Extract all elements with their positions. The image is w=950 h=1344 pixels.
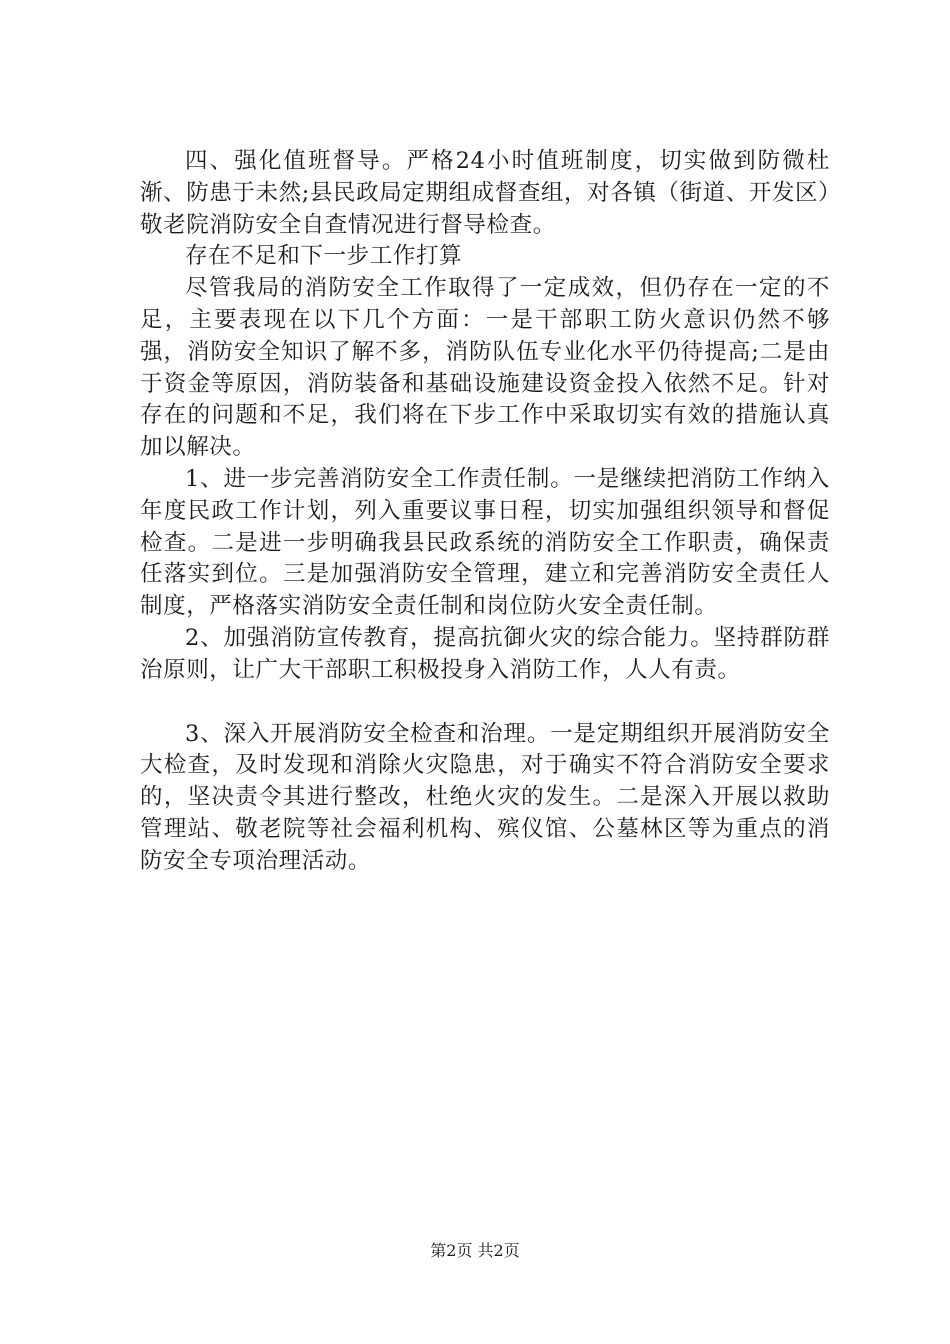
paragraph-shortcomings: 尽管我局的消防安全工作取得了一定成效，但仍存在一定的不足，主要表现在以下几个方面：一是干部职工防火意识仍然不够强，消防安全知识了解不多，消防队伍专业化水平仍待提高;二是由于资金等原因，消防装备和基础设施建设资金投入依然不足。针对存在的问题和不足，我们将在下步工作中采取切实有效的措施认真加以解决。	[140, 275, 830, 461]
paragraph-spacer	[140, 687, 830, 719]
paragraph-publicity-education: 2、加强消防宣传教育，提高抗御火灾的综合能力。坚持群防群治原则，让广大干部职工积极投身入消防工作，人人有责。	[140, 624, 830, 683]
paragraph-duty-supervision: 四、强化值班督导。严格24小时值班制度，切实做到防微杜渐、防患于未然;县民政局定期组成督查组，对各镇（街道、开发区）敬老院消防安全自查情况进行督导检查。	[140, 148, 830, 238]
document-body	[140, 146, 830, 878]
paragraph-responsibility-system: 1、进一步完善消防安全工作责任制。一是继续把消防工作纳入年度民政工作计划，列入重要议事日程，切实加强组织领导和督促检查。二是进一步明确我县民政系统的消防安全工作职责，确保责任落实到位。三是加强消防安全管理，建立和完善消防安全责任人制度，严格落实消防安全责任制和岗位防火安全责任制。	[140, 465, 830, 620]
paragraph-inspection-governance: 3、深入开展消防安全检查和治理。一是定期组织开展消防安全大检查，及时发现和消除火灾隐患，对于确实不符合消防安全要求的，坚决责令其进行整改，杜绝火灾的发生。二是深入开展以救助管理站、敬老院等社会福利机构、殡仪馆、公墓林区等为重点的消防安全专项治理活动。	[140, 720, 830, 874]
section-heading-shortcomings: 存在不足和下一步工作打算	[185, 243, 463, 270]
page-number-footer: 第2页 共2页	[430, 1241, 520, 1260]
